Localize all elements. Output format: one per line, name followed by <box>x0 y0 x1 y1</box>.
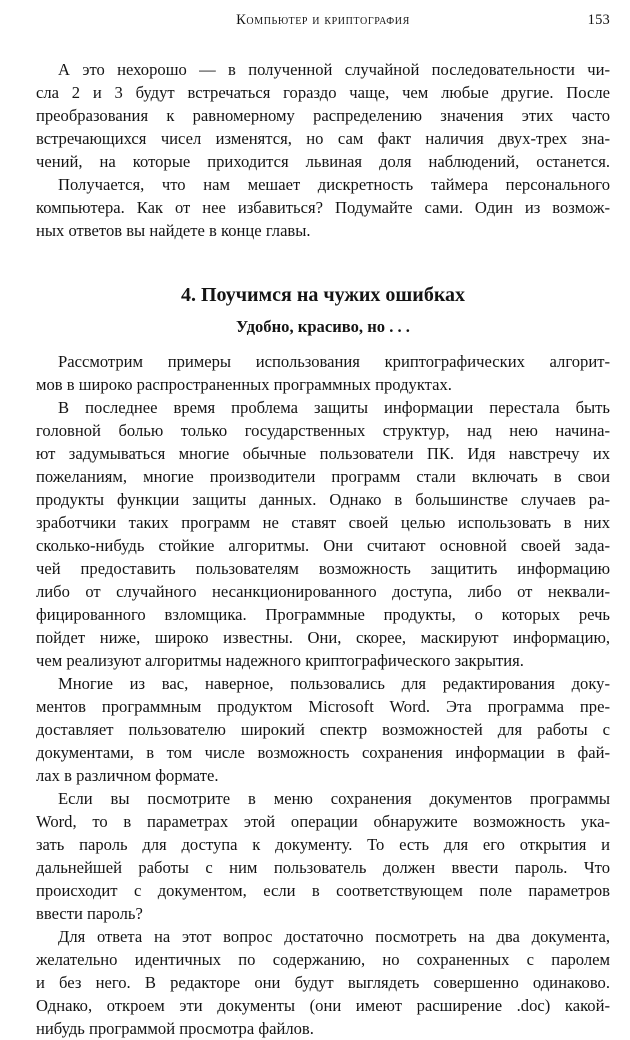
paragraph <box>36 173 610 242</box>
text-line: мов в широко распространенных программных продуктах. <box>36 375 452 394</box>
text-line: ввести пароль? <box>36 904 143 923</box>
text-line: нибудь программой просмотра файлов. <box>36 1019 314 1038</box>
text-line: А это нехорошо — в полученной случайной последовательности чи- <box>58 60 610 79</box>
paragraph <box>36 396 610 672</box>
text-line: встречающихся чисел изменятся, но сам факт наличия двух-трех зна- <box>36 129 610 148</box>
text-line: происходит с документом, если в соответствующем поле параметров <box>36 881 610 900</box>
text-line: чей предоставить пользователям возможность защитить информацию <box>36 559 610 578</box>
paragraph <box>36 350 610 396</box>
paragraph <box>36 672 610 787</box>
text-line: пожеланиям, многие производители программ стали включать в свои <box>36 467 610 486</box>
page-header <box>36 9 610 31</box>
text-line: лах в различном формате. <box>36 766 219 785</box>
text-line: чений, на которые приходится львиная доля наблюдений, останется. <box>36 152 610 171</box>
running-title: Компьютер и криптография <box>236 12 410 28</box>
text-line: ют задумываться многие обычные пользователи ПК. Идя навстречу их <box>36 444 610 463</box>
text-line: доставляет пользователю широкий спектр возможностей для работы с <box>36 720 610 739</box>
text-line: головной болью только государственных структур, над нею начина- <box>36 421 610 440</box>
text-line: пойдет ниже, широко известны. Они, скорее, маскируют информацию, <box>36 628 610 647</box>
text-line: Word, то в параметрах этой операции обнаружите возможность ука- <box>36 812 610 831</box>
text-line: сколько-нибудь стойкие алгоритмы. Они считают основной своей зада- <box>36 536 610 555</box>
paragraph <box>36 787 610 925</box>
text-line: ных ответов вы найдете в конце главы. <box>36 221 311 240</box>
paragraph <box>36 58 610 173</box>
text-line: ментов программным продуктом Microsoft Word. Эта программа пре- <box>36 697 610 716</box>
section-title: 4. Поучимся на чужих ошибках <box>180 284 466 306</box>
text-line: чем реализуют алгоритмы надежного криптографического закрытия. <box>36 651 524 670</box>
text-line: Многие из вас, наверное, пользовались для редактирования доку- <box>58 674 610 693</box>
subsection-title: Удобно, красиво, но . . . <box>236 317 410 336</box>
text-line: преобразования к равномерному распределению значения этих часто <box>36 106 610 125</box>
text-line: зработчики таких программ не ставят своей целью использовать в них <box>36 513 610 532</box>
text-line: сла 2 и 3 будут встречаться гораздо чаще, чем любые другие. После <box>36 83 610 102</box>
text-line: дальнейшей работы с ним пользователь должен ввести пароль. Что <box>36 858 610 877</box>
text-line: Для ответа на этот вопрос достаточно посмотреть на два документа, <box>58 927 610 946</box>
text-line: либо от случайного несанкционированного доступа, либо от неквали- <box>36 582 610 601</box>
text-line: и без него. В редакторе они будут выглядеть совершенно одинаково. <box>36 973 610 992</box>
text-line: фицированного взломщика. Программные продукты, о которых речь <box>36 605 610 624</box>
text-line: продукты функции защиты данных. Однако в большинстве случаев ра- <box>36 490 610 509</box>
text-line: Если вы посмотрите в меню сохранения документов программы <box>58 789 610 808</box>
text-line: компьютера. Как от нее избавиться? Подумайте сами. Один из возмож- <box>36 198 610 217</box>
page-number: 153 <box>587 12 610 28</box>
text-line: зать пароль для доступа к документу. То есть для его открытия и <box>36 835 610 854</box>
text-line: Рассмотрим примеры использования криптографических алгорит- <box>58 352 610 371</box>
page-body <box>36 58 610 1040</box>
text-line: документами, в том числе возможность сохранения информации в фай- <box>36 743 610 762</box>
text-line: В последнее время проблема защиты информации перестала быть <box>58 398 610 417</box>
text-line: желательно идентичных по содержанию, но сохраненных с паролем <box>36 950 610 969</box>
text-line: Получается, что нам мешает дискретность таймера персонального <box>58 175 610 194</box>
paragraph <box>36 925 610 1040</box>
text-line: Однако, откроем эти документы (они имеют расширение .doc) какой- <box>36 996 610 1015</box>
